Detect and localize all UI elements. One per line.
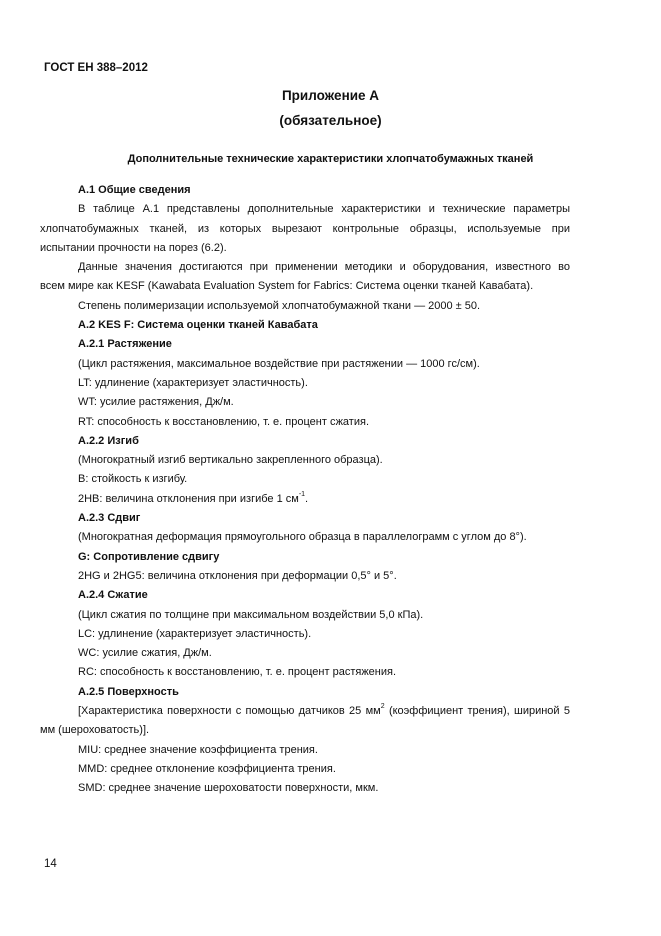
standard-code: ГОСТ ЕН 388–2012: [44, 62, 148, 74]
paragraph-line: (Многократный изгиб вертикально закрепленного образца).: [78, 454, 383, 467]
paragraph-line: MMD: среднее отклонение коэффициента трения.: [78, 762, 336, 775]
paragraph-line: 2HG и 2HG5: величина отклонения при деформации 0,5° и 5°.: [78, 569, 397, 582]
appendix-subtitle: (обязательное): [279, 113, 382, 128]
paragraph-line: RC: способность к восстановлению, т. е. процент растяжения.: [78, 666, 397, 679]
paragraph-line: всем мире как KESF (Kawabata Evaluation System for Fabrics: Система оценки тканей Кавабата).: [40, 280, 534, 293]
paragraph-line: MIU: среднее значение коэффициента трения.: [78, 743, 318, 756]
text-span: (коэффициент трения), шириной 5: [384, 705, 570, 718]
section-a1-title: А.1 Общие сведения: [78, 184, 191, 196]
paragraph-line: WT: усилие растяжения, Дж/м.: [78, 396, 234, 409]
paragraph-line: SMD: среднее значение шероховатости поверхности, мкм.: [78, 782, 379, 795]
paragraph-line: WC: усилие сжатия, Дж/м.: [78, 647, 212, 660]
section-a24-title: А.2.4 Сжатие: [78, 589, 148, 602]
paragraph-line: LT: удлинение (характеризует эластичность).: [78, 376, 308, 389]
superscript: -1: [298, 491, 306, 499]
text-span: .: [305, 492, 309, 505]
section-a21-title: А.2.1 Растяжение: [78, 338, 172, 351]
text-span: 2HB: величина отклонения при изгибе 1 см: [78, 492, 299, 505]
paragraph-line: (Цикл растяжения, максимальное воздействие при растяжении — 1000 гс/см).: [78, 357, 480, 370]
page-number: 14: [44, 858, 57, 870]
paragraph-line: (Цикл сжатия по толщине при максимальном воздействии 5,0 кПа).: [78, 608, 424, 621]
paragraph-line: LC: удлинение (характеризует эластичность).: [78, 627, 312, 640]
paragraph-line: Данные значения достигаются при применении методики и оборудования, известного во: [78, 261, 570, 274]
paragraph-line: RT: способность к восстановлению, т. е. процент сжатия.: [78, 415, 370, 428]
text-span: [Характеристика поверхности с помощью датчиков 25 мм: [78, 705, 381, 718]
subsection-title: G: Сопротивление сдвигу: [78, 550, 220, 563]
paragraph-line: B: стойкость к изгибу.: [78, 473, 188, 486]
paragraph-line: хлопчатобумажных тканей, из которых вырезают контрольные образцы, используемые при: [40, 222, 570, 235]
section-a2-title: А.2 KES F: Система оценки тканей Кавабата: [78, 319, 318, 332]
paragraph-line: мм (шероховатость)].: [40, 724, 150, 737]
paragraph-line: Степень полимеризации используемой хлопчатобумажной ткани — 2000 ± 50.: [78, 299, 481, 312]
document-body: [40, 181, 570, 799]
paragraph-line: испытании прочности на порез (6.2).: [40, 241, 227, 254]
document-heading: Дополнительные технические характеристики хлопчатобумажных тканей: [127, 153, 534, 165]
section-a23-title: А.2.3 Сдвиг: [78, 512, 141, 525]
paragraph-line: В таблице А.1 представлены дополнительные характеристики и технические параметры: [78, 203, 570, 216]
paragraph-line: [40, 702, 570, 721]
section-a25-title: А.2.5 Поверхность: [78, 685, 179, 698]
paragraph-line: (Многократная деформация прямоугольного образца в параллелограмм с углом до 8°).: [78, 531, 527, 544]
paragraph-line: [40, 490, 570, 509]
superscript: 2: [380, 703, 385, 711]
section-a22-title: А.2.2 Изгиб: [78, 434, 139, 447]
appendix-title: Приложение А: [281, 88, 380, 103]
